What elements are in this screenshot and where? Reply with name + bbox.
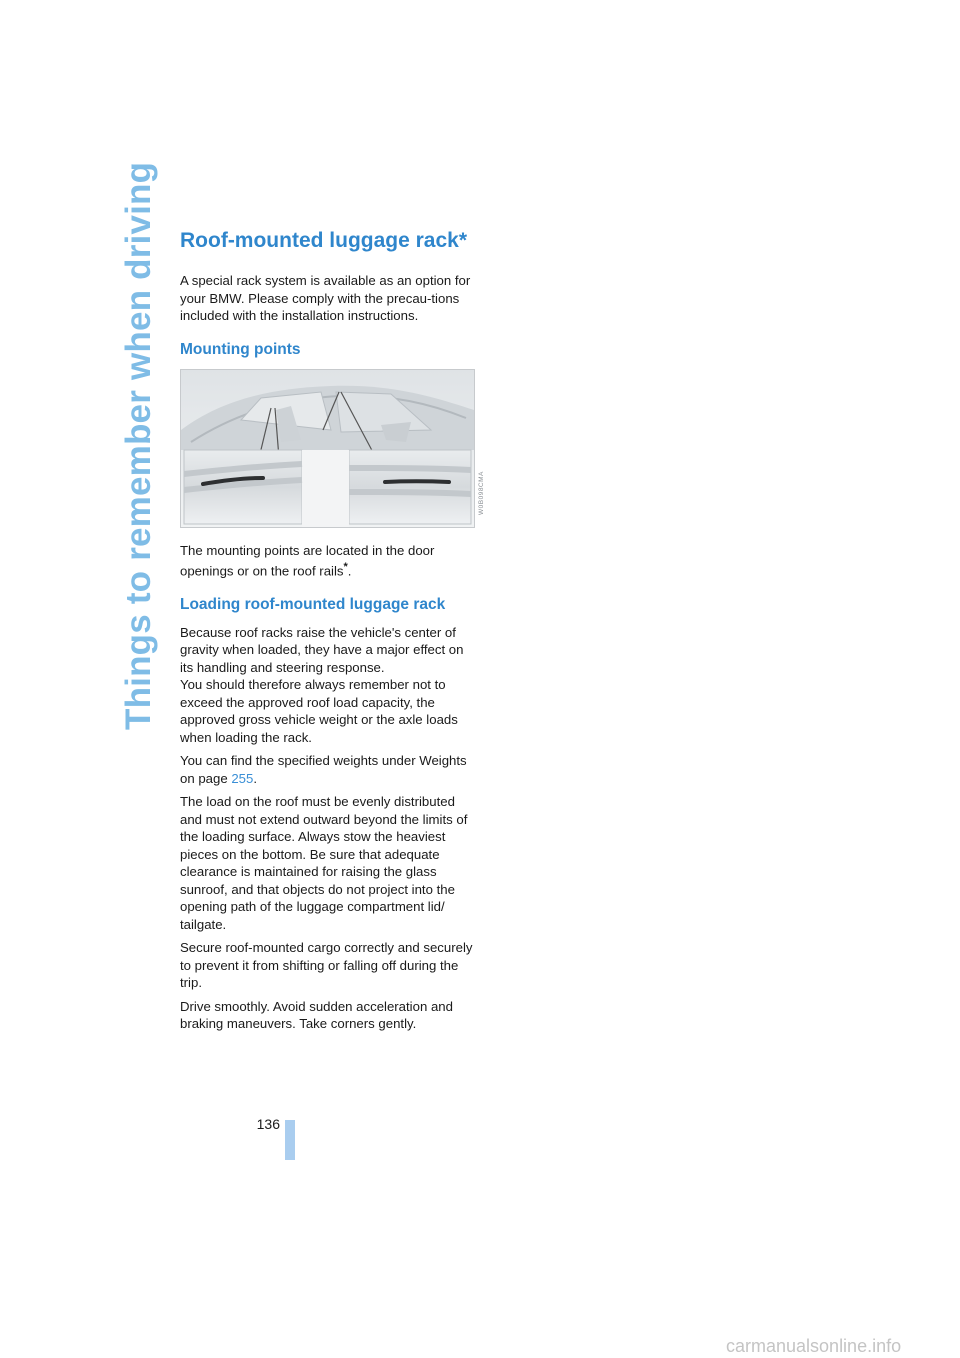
page-content [180,226,475,1039]
page-number: 136 [256,1116,280,1132]
section-heading: Roof-mounted luggage rack* [180,229,468,252]
paragraph-weights-reference [180,752,475,787]
paragraph-load-capacity: You should therefore always remember not to exceed the approved roof load capacity, the approved gross vehicle weight or the axle loads when loading the rack. [180,677,458,745]
figure-code-text: W0B098CMA [478,471,485,515]
weights-reference-text: You can find the specified weights under Weights on page [180,753,467,786]
intro-paragraph: A special rack system is available as an option for your BMW. Please comply with the precau-tions included with the installation instructions. [180,273,471,323]
chapter-side-title [119,161,159,730]
mounting-points-caption [180,542,475,580]
loading-rack-heading: Loading roof-mounted luggage rack [180,595,446,613]
caption-period: . [347,563,352,579]
mounting-points-heading: Mounting points [180,340,301,358]
paragraph-load-distribution: The load on the roof must be evenly distributed and must not extend outward beyond the limits of the loading surface. Always stow the heaviest pieces on the bottom. Be sure that adequate clearance is maintained for raising the glass sunroof, and that objects do not project into the opening path of the luggage compartment lid/ tailgate. [180,794,468,932]
paragraph-center-of-gravity: Because roof racks raise the vehicle's center of gravity when loaded, they have a major effect on its handling and steering response. [180,624,464,675]
paragraph-secure-cargo: Secure roof-mounted cargo correctly and securely to prevent it from shifting or falling off during the trip. [180,940,473,991]
optional-equipment-star: * [343,561,348,573]
caption-text: The mounting points are located in the door openings or on the roof rails [180,542,435,579]
mounting-points-illustration [180,369,475,528]
watermark: carmanualsonline.info [726,1336,902,1356]
page-number-bar [285,1120,295,1160]
figure-code [476,455,488,515]
page-link-255[interactable]: 255 [231,770,254,786]
car-roof-illustration [181,370,474,527]
chapter-side-title-text: Things to remember when driving [119,161,158,730]
paragraph-drive-smoothly: Drive smoothly. Avoid sudden acceleration and braking maneuvers. Take corners gently. [180,998,453,1032]
weights-reference-period: . [253,770,258,786]
